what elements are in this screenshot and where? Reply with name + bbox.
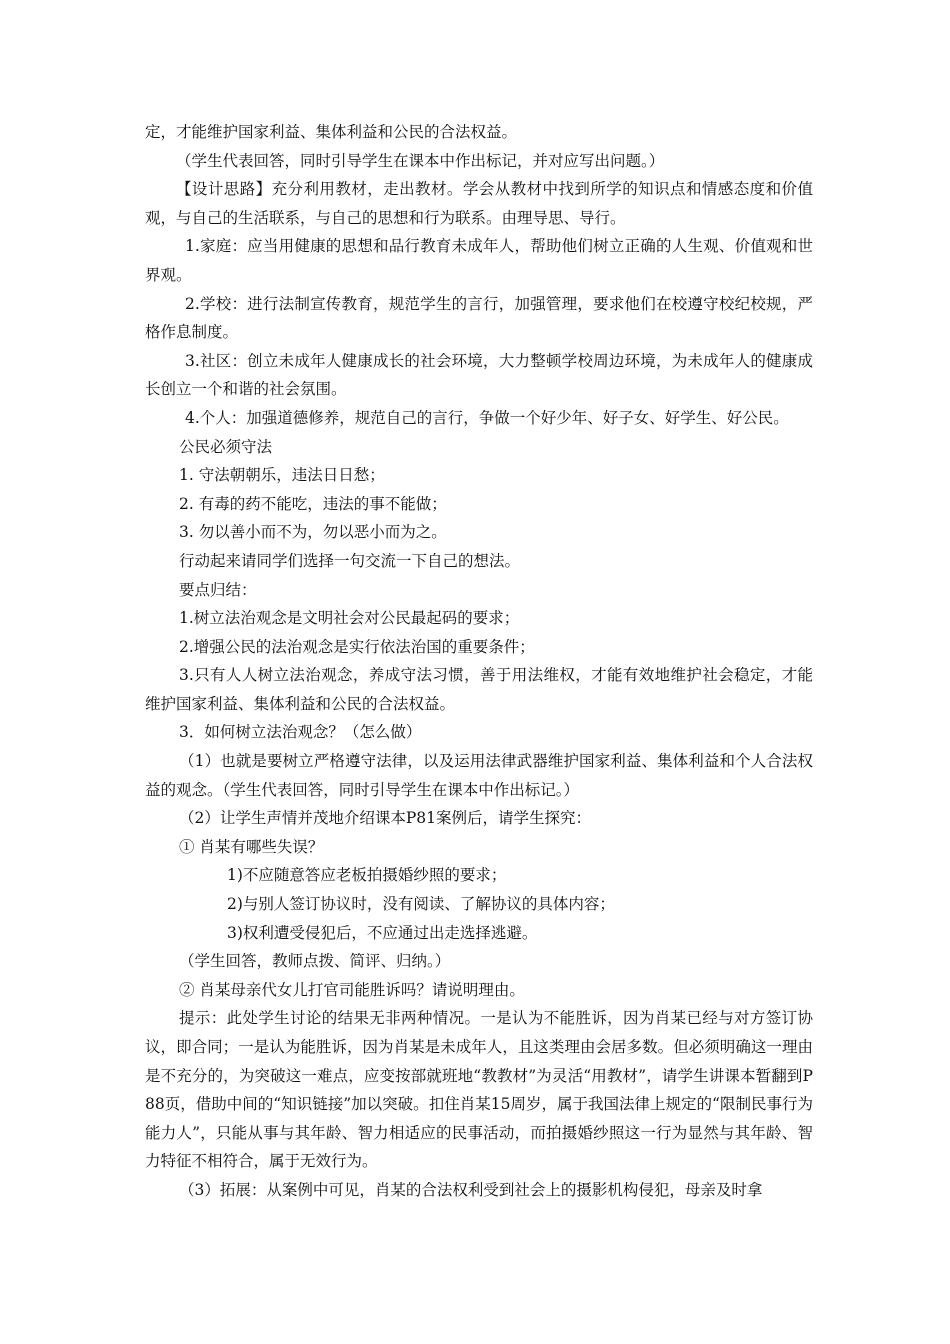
list-item: 3.只有人人树立法治观念，养成守法习惯，善于用法维权，才能有效地维护社会稳定，才能维护国家利益、集体利益和公民的合法权益。: [145, 666, 813, 713]
list-item: 2)与别人签订协议时，没有阅读、了解协议的具体内容；: [227, 895, 615, 914]
paragraph: 【设计思路】充分利用教材，走出教材。学会从教材中找到所学的知识点和情感态度和价值观，与自己的生活联系，与自己的思想和行为联系。由理导思、导行。: [145, 180, 813, 227]
document-body: [145, 118, 813, 1205]
paragraph: 定，才能维护国家利益、集体利益和公民的合法权益。: [145, 123, 518, 141]
section-heading: 3．如何树立法治观念？（怎么做）: [179, 723, 422, 742]
question: ① 肖某有哪些失误？: [179, 837, 324, 856]
paragraph: 提示：此处学生讨论的结果无非两种情况。一是认为不能胜诉，因为肖某已经与对方签订协议，即合同；一是认为能胜诉，因为肖某是未成年人，且这类理由会居多数。但必须明确这一理由是不充分的，为突破这一难点，应变按部就班地“教教材”为灵活“用教材”，请学生讲课本暂翻到P88页，借助中间的“知识链接”加以突破。扣住肖某15周岁，属于我国法律上规定的“限制民事行为能力人”，只能从事与其年龄、智力相适应的民事活动，而拍摄婚纱照这一行为显然与其年龄、智力特征不相符合，属于无效行为。: [145, 1009, 813, 1171]
list-item: 1. 守法朝朝乐，违法日日愁；: [179, 466, 385, 485]
section-heading: 公民必须守法: [179, 437, 273, 456]
question: ② 肖某母亲代女儿打官司能胜诉吗？请说明理由。: [179, 980, 525, 999]
list-item: 3)权利遭受侵犯后，不应通过出走选择逃避。: [227, 923, 538, 942]
list-item: 2.增强公民的法治观念是实行依法治国的重要条件；: [179, 637, 535, 656]
list-item: 3. 勿以善小而不为，勿以恶小而为之。: [179, 523, 447, 542]
paragraph: （3）拓展：从案例中可见，肖某的合法权利受到社会上的摄影机构侵犯，母亲及时拿: [179, 1180, 763, 1199]
paragraph: 行动起来请同学们选择一句交流一下自己的想法。: [179, 551, 521, 570]
list-item: 1.树立法治观念是文明社会对公民最起码的要求；: [179, 609, 520, 628]
paragraph: （学生回答，教师点拨、简评、归纳。）: [179, 952, 451, 971]
list-item: 1)不应随意答应老板拍摄婚纱照的要求；: [227, 866, 507, 885]
list-item: 4.个人：加强道德修养，规范自己的言行，争做一个好少年、好子女、好学生、好公民。: [185, 408, 789, 427]
paragraph: （2）让学生声情并茂地介绍课本P81案例后，请学生探究：: [179, 809, 592, 828]
list-item: 2.学校：进行法制宣传教育，规范学生的言行，加强管理，要求他们在校遵守校纪校规，严格作息制度。: [145, 294, 813, 342]
paragraph: （1）也就是要树立严格遵守法律，以及运用法律武器维护国家利益、集体利益和个人合法权益的观念。（学生代表回答，同时引导学生在课本中作出标记。）: [145, 752, 813, 799]
list-item: 3.社区：创立未成年人健康成长的社会环境，大力整顿学校周边环境，为未成年人的健康成长创立一个和谐的社会氛围。: [145, 351, 813, 399]
section-heading: 要点归结：: [179, 580, 257, 599]
list-item: 2. 有毒的药不能吃，违法的事不能做；: [179, 494, 447, 513]
list-item: 1.家庭：应当用健康的思想和品行教育未成年人，帮助他们树立正确的人生观、价值观和世界观。: [145, 237, 813, 284]
paragraph: （学生代表回答，同时引导学生在课本中作出标记，并对应写出问题。）: [176, 151, 665, 170]
